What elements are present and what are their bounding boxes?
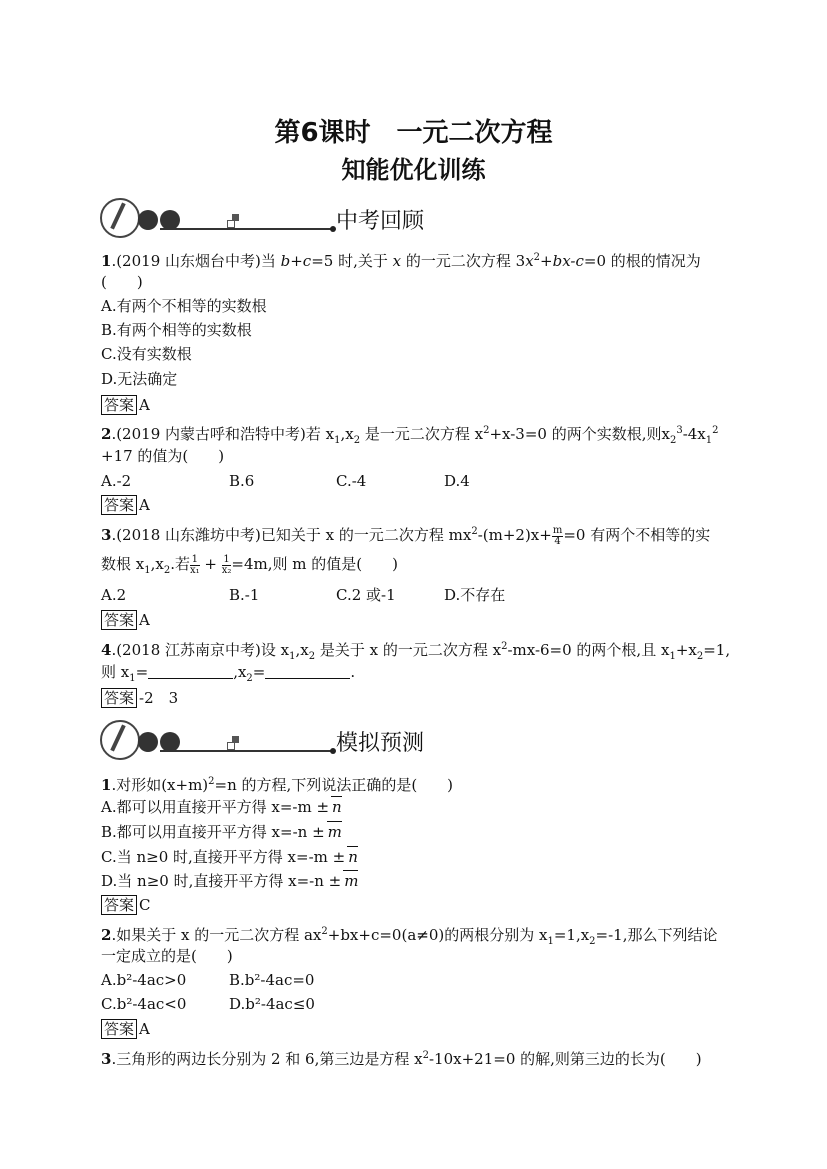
option-c: C.没有实数根 [101, 345, 192, 363]
options-row: A.-2 B.6 C.-4 D.4 [101, 472, 470, 490]
answer-line: 答案 A [101, 495, 150, 515]
question-z3-line2: 数根 $x_1,x_2$.若 $\frac{1}{\text{x₁}}$ + $\frac{1}{\text{x₂}}$ =4m,则 m 的值是( ) [101, 553, 398, 576]
section-title: 中考回顾 [336, 209, 425, 234]
option-d: D.无法确定 [101, 370, 178, 388]
question-z2-stem: 2.(2019 内蒙古呼和浩特中考)若 $x_1,x_2$ 是一元二次方程 $x^2+x-3=0$ 的两个实数根,则$x_2^3-4x_1^2$ [101, 425, 719, 446]
square-outline-icon [227, 220, 235, 228]
answer-line: 答案 -2 3 [101, 688, 178, 708]
question-z4-stem: 4.(2018 江苏南京中考)设 $x_1,x_2$ 是关于 x 的一元二次方程 $x^2-mx-6=0$ 的两个根,且 $x_1+x_2=1$, [101, 641, 731, 662]
answer-line: 答案 A [101, 395, 150, 415]
options-row: A.b²-4ac>0 B.b²-4ac=0 [101, 971, 315, 989]
answer-blank[interactable] [265, 664, 350, 679]
question-z2-line2: +17 的值为( ) [101, 447, 225, 465]
divider-line [160, 750, 332, 752]
square-outline-icon [227, 742, 235, 750]
question-m3-stem: 3.三角形的两边长分别为 2 和 6,第三边是方程 $x^2-10x+21=0$ 的解,则第三边的长为( ) [101, 1050, 702, 1068]
sqrt-symbol: n [332, 798, 342, 816]
answer-box: 答案 [101, 1019, 137, 1039]
answer-box: 答案 [101, 688, 137, 708]
answer-box: 答案 [101, 495, 137, 515]
section-title: 模拟预测 [336, 731, 425, 756]
answer-blank[interactable] [148, 664, 233, 679]
option-c: C.当 n≥0 时,直接开平方得 x=-m ± n [101, 848, 358, 866]
section-banner-2 [100, 720, 460, 760]
sqrt-symbol: m [344, 872, 359, 890]
question-m2-line2: 一定成立的是( ) [101, 947, 233, 965]
answer-box: 答案 [101, 395, 137, 415]
options-row: C.b²-4ac<0 D.b²-4ac≤0 [101, 995, 315, 1013]
question-z4-line2: 则 $x_1= ,x_2=$ . [101, 663, 356, 684]
page-title: 第6课时 一元二次方程 [274, 118, 553, 148]
dot-icon [138, 210, 158, 230]
fraction: $\frac{m}{4}$ [552, 524, 563, 547]
option-b: B.有两个相等的实数根 [101, 321, 252, 339]
sqrt-symbol: m [327, 823, 342, 841]
dot-icon [160, 210, 180, 230]
question-m2-stem: 2.如果关于 x 的一元二次方程 $ax^2+bx+c=0(a\ne 0)$的两根分别为 $x_1=1,x_2=-1$,那么下列结论 [101, 926, 718, 947]
question-z1-stem: 1.(2019 山东烟台中考)当 b+c=5 时,关于 x 的一元二次方程 $3x^2+bx-c=0$ 的根的情况为 [101, 252, 701, 270]
dot-icon [138, 732, 158, 752]
question-m1-stem: 1.对形如$(x+m)^2=n$ 的方程,下列说法正确的是( ) [101, 776, 454, 794]
answer-box: 答案 [101, 610, 137, 630]
options-row: A.2 B.-1 C.2 或-1 D.不存在 [101, 586, 506, 604]
answer-box: 答案 [101, 895, 137, 915]
answer-line: 答案 C [101, 895, 151, 915]
fraction: $\frac{1}{\text{x₁}}$ [190, 553, 200, 576]
dot-icon [160, 732, 180, 752]
answer-line: 答案 A [101, 610, 150, 630]
page-subtitle: 知能优化训练 [341, 156, 486, 184]
brush-badge-icon [100, 198, 140, 238]
divider-line [160, 228, 332, 230]
option-a: A.都可以用直接开平方得 x=-m ± n [101, 798, 342, 816]
brush-badge-icon [100, 720, 140, 760]
sqrt-symbol: n [348, 848, 358, 866]
question-z3-stem: 3.(2018 山东潍坊中考)已知关于 x 的一元二次方程 $mx^2-(m+2)x+$ $\frac{m}{4}$ =0 有两个不相等的实 [101, 524, 711, 547]
fraction: $\frac{1}{\text{x₂}}$ [221, 553, 232, 576]
option-d: D.当 n≥0 时,直接开平方得 x=-n ± m [101, 872, 359, 890]
option-b: B.都可以用直接开平方得 x=-n ± m [101, 823, 342, 841]
question-z1-paren: ( ) [101, 273, 143, 291]
answer-line: 答案 A [101, 1019, 150, 1039]
section-banner-1 [100, 198, 460, 238]
option-a: A.有两个不相等的实数根 [101, 297, 267, 315]
